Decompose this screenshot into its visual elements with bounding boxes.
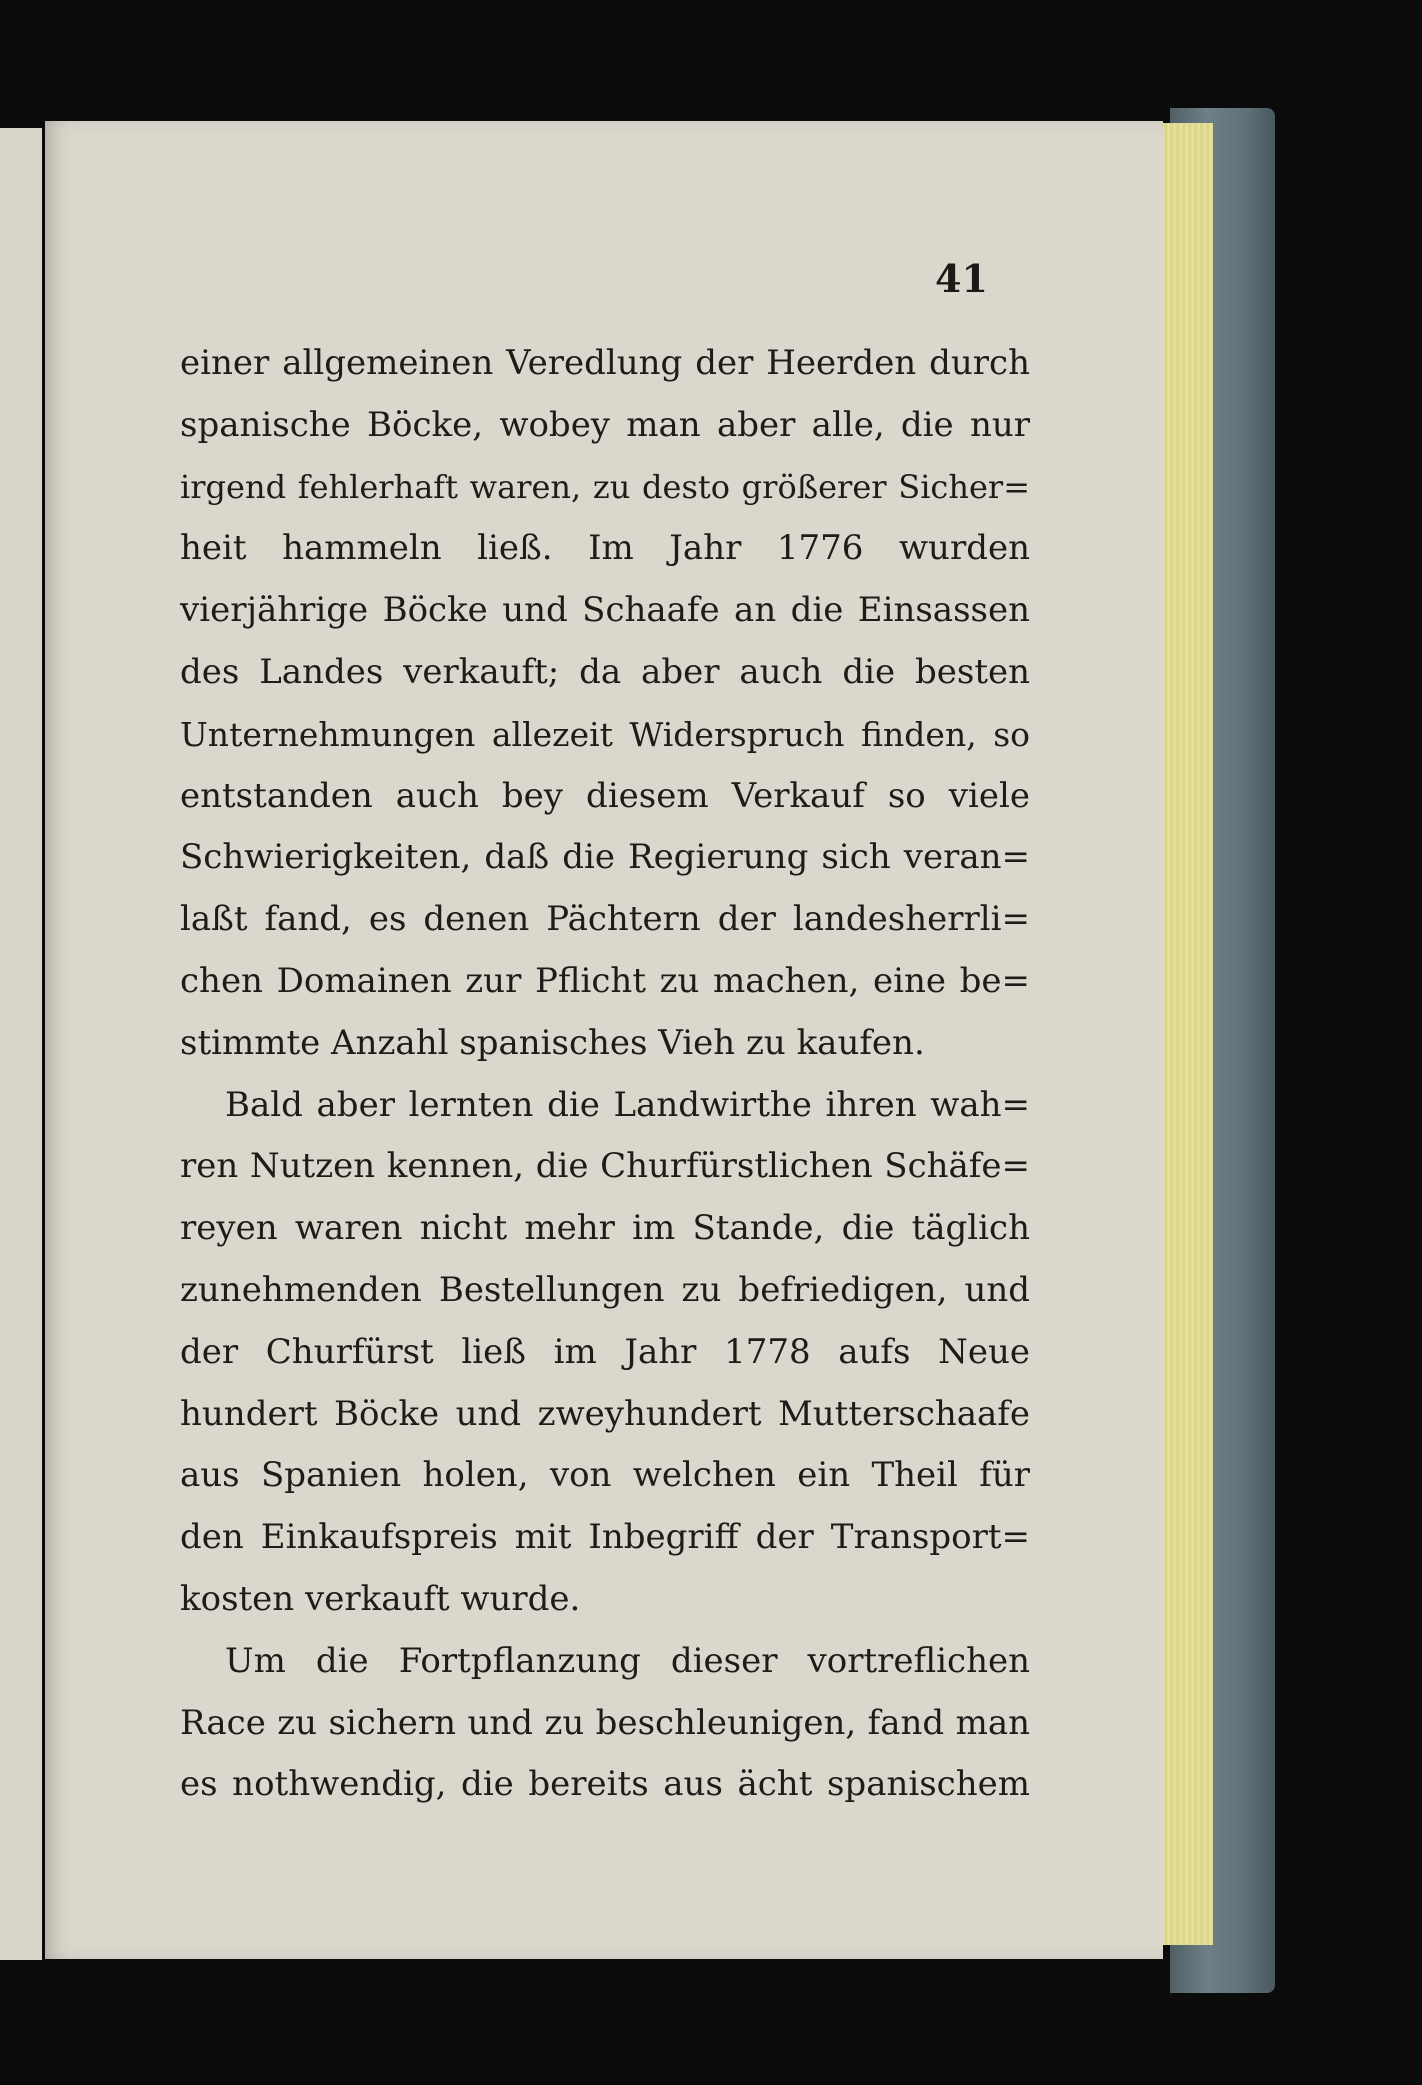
facing-page-edge	[0, 128, 42, 1960]
text-line: chen Domainen zur Pflicht zu machen, eine be=	[180, 960, 1030, 1001]
body-text	[180, 333, 1030, 1816]
text-line: der Churfürst ließ im Jahr 1778 aufs Neue	[180, 1331, 1030, 1372]
page-edges	[1163, 123, 1213, 1945]
text-line: des Landes verkauft; da aber auch die besten	[180, 651, 1030, 692]
text-line: entstanden auch bey diesem Verkauf so viele	[180, 775, 1030, 816]
page-number: 41	[935, 256, 988, 301]
text-line: kosten verkauft wurde.	[180, 1578, 581, 1619]
paragraph-start-line: Um die Fortpflanzung dieser vortreflichen	[225, 1640, 1030, 1681]
text-line: vierjährige Böcke und Schaafe an die Einsassen	[180, 590, 1030, 631]
text-line: ren Nutzen kennen, die Churfürstlichen Schäfe=	[180, 1146, 1030, 1187]
text-line: Unternehmungen allezeit Widerspruch finden, so	[180, 714, 1030, 754]
text-line: hundert Böcke und zweyhundert Mutterschaafe	[180, 1393, 1030, 1434]
text-line: heit hammeln ließ. Im Jahr 1776 wurden	[180, 528, 1030, 569]
book-page	[45, 121, 1163, 1959]
text-line: laßt fand, es denen Pächtern der landesherrli=	[180, 899, 1030, 940]
text-line: es nothwendig, die bereits aus ächt spanischem	[180, 1764, 1030, 1805]
text-line: Race zu sichern und zu beschleunigen, fand man	[180, 1702, 1030, 1743]
text-line: den Einkaufspreis mit Inbegriff der Transport=	[180, 1517, 1030, 1558]
text-line: stimmte Anzahl spanisches Vieh zu kaufen.	[180, 1022, 925, 1063]
text-line: einer allgemeinen Veredlung der Heerden durch	[180, 343, 1030, 383]
text-line: reyen waren nicht mehr im Stande, die täglich	[180, 1208, 1030, 1249]
text-line: zunehmenden Bestellungen zu befriedigen, und	[180, 1269, 1030, 1310]
paragraph-start-line: Bald aber lernten die Landwirthe ihren wah=	[225, 1084, 1030, 1125]
text-line: aus Spanien holen, von welchen ein Theil für	[180, 1455, 1030, 1496]
text-line: Schwierigkeiten, daß die Regierung sich veran=	[180, 837, 1030, 878]
text-line: spanische Böcke, wobey man aber alle, die nur	[180, 404, 1030, 445]
text-line: irgend fehlerhaft waren, zu desto größerer Sicher=	[180, 467, 1030, 506]
